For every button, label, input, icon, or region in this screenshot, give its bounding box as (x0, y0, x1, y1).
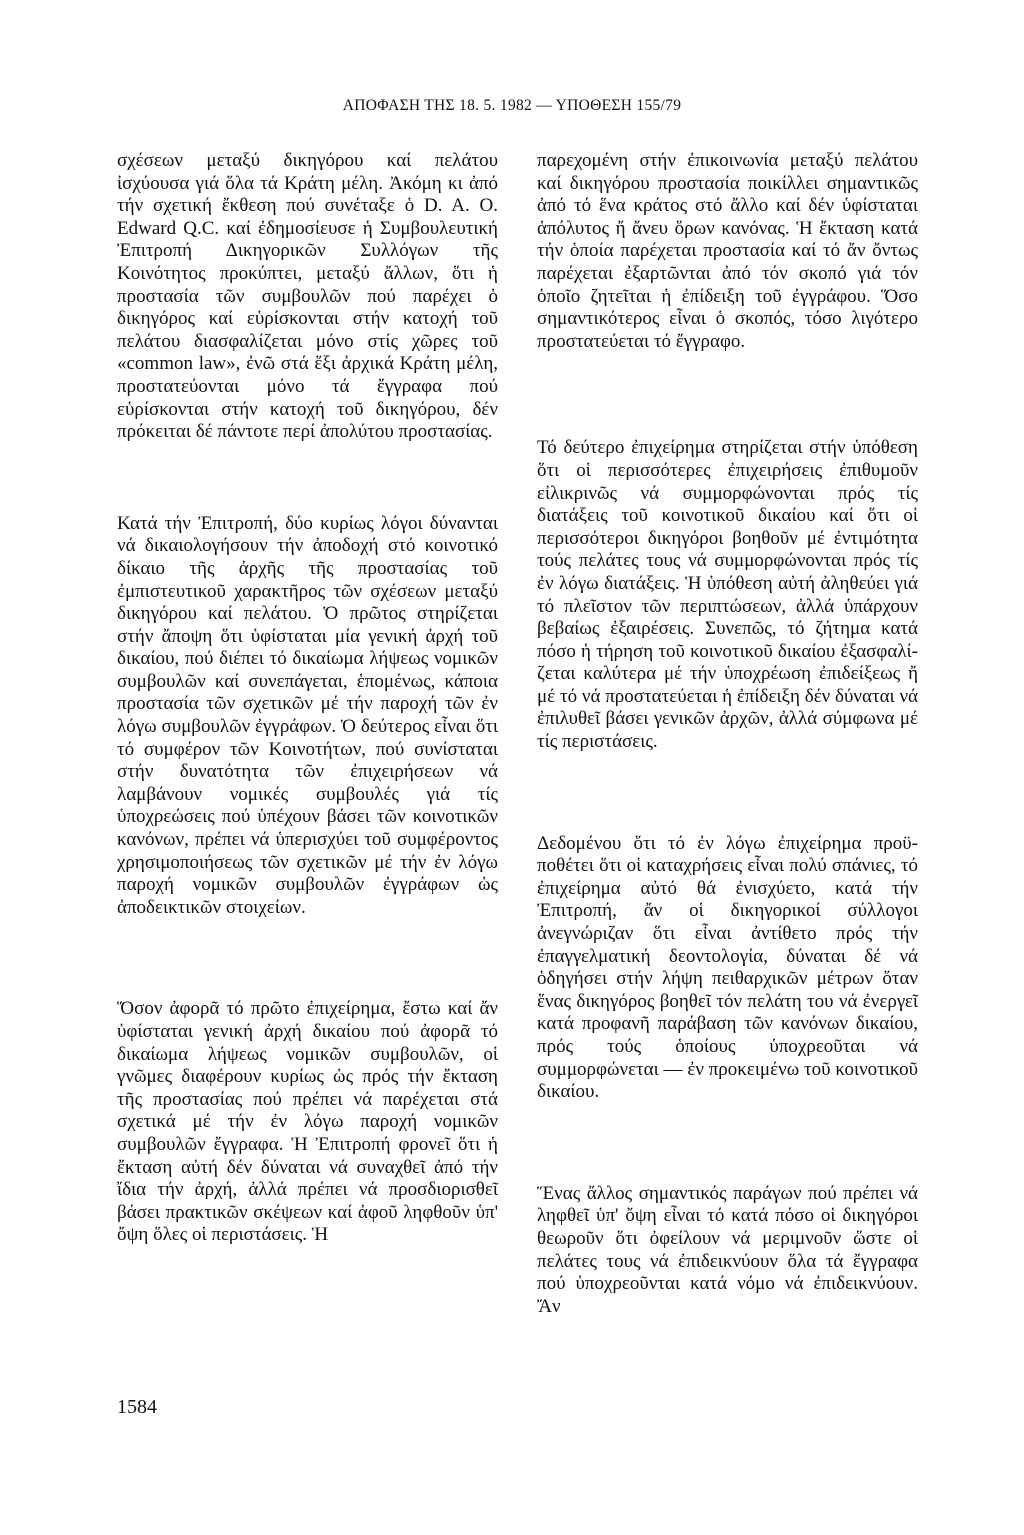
left-paragraph-2: Κατά τήν Ἐπιτροπή, δύο κυρίως λόγοι δύνανται νά δικαιολογήσουν τήν ἀποδοχή στό κοινοτικό δίκαιο τῆς ἀρχῆς τῆς προστασίας τοῦ ἐμπιστευτικοῦ χαρακτῆρος τῶν σχέσεων μεταξύ δικηγόρου καί πελάτου. Ὁ πρῶτος στηρίζεται στήν ἄποψη ὅτι ὑφίσταται μία γενική ἀρχή τοῦ δικαίου, πού διέπει τό δικαίωμα λήψεως νομικῶν συμβουλῶν καί συνεπάγεται, ἑπομένως, κάποια προστασία τῶν σχετικῶν μέ τήν παροχή τῶν ἐν λόγω συμβουλῶν ἐγγράφων. Ὁ δεύτερος εἶναι ὅτι τό συμφέρον τῶν Κοινοτήτων, πού συνίσταται στήν δυνατότητα τῶν ἐπιχειρήσεων νά λαμβάνουν νομικές συμβουλές γιά τίς ὑποχρεώσεις πού ὑπέχουν βάσει τῶν κοινοτικῶν κανόνων, πρέπει νά ὑπερισχύει τοῦ συμφέροντος χρησιμοποιήσεως τῶν σχετικῶν μέ τήν ἐν λόγω παροχή νομικῶν συμβουλῶν ἐγγράφων ὡς ἀποδεικτικῶν στοιχείων. (117, 512, 498, 918)
right-column (537, 150, 918, 1318)
right-paragraph-4: Ἕνας ἄλλος σημαντικός παράγων πού πρέπει νά ληφθεῖ ὑπ' ὄψη εἶναι τό κατά πόσο οἱ δικηγόροι θεωροῦν ὅτι ὀφείλουν νά μεριμνοῦν ὥστε οἱ πελάτες τους νά ἐπιδεικνύουν ὅλα τά ἔγγραφα πού ὑποχρεοῦνται κατά νόμο νά ἐπιδεικνύουν. Ἄν (537, 1182, 918, 1317)
left-paragraph-3: Ὅσον ἀφορᾶ τό πρῶτο ἐπιχείρημα, ἔστω καί ἄν ὑφίσταται γενική ἀρχή δικαίου πού ἀφορᾶ τό δικαίωμα λήψεως νομικῶν συμβουλῶν, οἱ γνῶμες διαφέρουν κυρίως ὡς πρός τήν ἔκταση τῆς προστασίας πού πρέπει νά παρέχεται στά σχετικά μέ τήν ἐν λόγω παροχή νομικῶν συμβουλῶν ἔγγραφα. Ἡ Ἐπιτροπή φρονεῖ ὅτι ἡ ἔκταση αὐτή δέν δύναται νά συναχθεῖ ἀπό τήν ἴδια τήν ἀρχή, ἀλλά πρέπει νά προσδιορισθεῖ βάσει πρακτικῶν σκέψεων καί ἀφοῦ ληφθοῦν ὑπ' ὄψη ὅλες οἱ περιστάσεις. Ἡ (117, 998, 498, 1246)
left-paragraph-1: σχέσεων μεταξύ δικηγόρου καί πελάτου ἰσχύουσα γιά ὅλα τά Κράτη μέλη. Ἀκόμη κι ἀπό τήν σχετική ἔκθεση πού συνέταξε ὁ D. A. O. Edward Q.C. καί ἐδημοσίευσε ἡ Συμβουλευτική Ἐπιτροπή Δικηγορικῶν Συλλόγων τῆς Κοινότητος προκύπτει, μεταξύ ἄλλων, ὅτι ἡ προστασία τῶν συμβουλῶν πού παρέχει ὁ δικηγόρος καί εὑρίσκονται στήν κατοχή τοῦ πελάτου διασφαλίζεται μόνο στίς χῶρες τοῦ «common law», ἐνῶ στά ἕξι ἀρχικά Κράτη μέλη, προστατεύονται μόνο τά ἔγγραφα πού εὑρίσκονται στήν κατοχή τοῦ δικηγόρου, δέν πρόκειται δέ πάντοτε περί ἀπολύτου προστασίας. (117, 150, 498, 443)
left-column (117, 150, 498, 1247)
page-number: 1584 (117, 1396, 157, 1418)
right-paragraph-1: παρεχομένη στήν ἐπικοινωνία μεταξύ πελάτου καί δικηγόρου προστασία ποικίλλει σημαντικῶς ἀπό τό ἕνα κράτος στό ἄλλο καί δέν ὑφίσταται ἀπόλυτος ἤ ἄνευ ὅρων κανόνας. Ἡ ἔκταση κατά τήν ὁποία παρέχεται προστασία καί τό ἄν ὄντως παρέχεται ἐξαρτῶνται ἀπό τόν σκοπό γιά τόν ὁποῖο ζητεῖται ἡ ἐπίδειξη τοῦ ἐγγράφου. Ὅσο σημαντικότερος εἶναι ὁ σκοπός, τόσο λιγότερο προστατεύεται τό ἔγγραφο. (537, 150, 918, 352)
right-paragraph-2: Τό δεύτερο ἐπιχείρημα στηρίζεται στήν ὑπόθεση ὅτι οἱ περισσότερες ἐπιχειρήσεις ἐπιθυμοῦν εἰλικρινῶς νά συμμορφώνονται πρός τίς διατάξεις τοῦ κοινοτικοῦ δικαίου καί ὅτι οἱ περισσότεροι δικηγόροι βοηθοῦν μέ ἐντιμότητα τούς πελάτες τους νά συμμορφώνονται πρός τίς ἐν λόγω διατάξεις. Ἡ ὑπόθεση αὐτή ἀληθεύει γιά τό πλεῖστον τῶν περιπτώσεων, ἀλλά ὑπάρχουν βεβαίως ἐξαιρέσεις. Συνεπῶς, τό ζήτημα κατά πόσο ἡ τήρηση τοῦ κοινοτικοῦ δικαίου ἐξασφαλίζεται καλύτερα μέ τήν ὑποχρέωση ἐπιδείξεως ἤ μέ τό νά προστατεύεται ἡ ἐπίδειξη δέν δύναται νά ἐπιλυθεῖ βάσει γενικῶν ἀρχῶν, ἀλλά σύμφωνα μέ τίς περιστάσεις. (537, 437, 918, 753)
running-header: ΑΠΟΦΑΣΗ ΤΗΣ 18. 5. 1982 — ΥΠΟΘΕΣΗ 155/79 (342, 97, 682, 114)
right-paragraph-3: Δεδομένου ὅτι τό ἐν λόγω ἐπιχείρημα προϋποθέτει ὅτι οἱ καταχρήσεις εἶναι πολύ σπάνιες, τό ἐπιχείρημα αὐτό θά ἐνισχύετο, κατά τήν Ἐπιτροπή, ἄν οἱ δικηγορικοί σύλλογοι ἀνεγνώριζαν ὅτι εἶναι ἀντίθετο πρός τήν ἐπαγγελματική δεοντολογία, δύναται δέ νά ὁδηγήσει στήν λήψη πειθαρχικῶν μέτρων ὅταν ἕνας δικηγόρος βοηθεῖ τόν πελάτη του νά ἐνεργεῖ κατά προφανῆ παράβαση τῶν κανόνων δικαίου, πρός τούς ὁποίους ὑποχρεοῦται νά συμμορφώνεται — ἐν προκειμένω τοῦ κοινοτικοῦ δικαίου. (537, 832, 918, 1103)
